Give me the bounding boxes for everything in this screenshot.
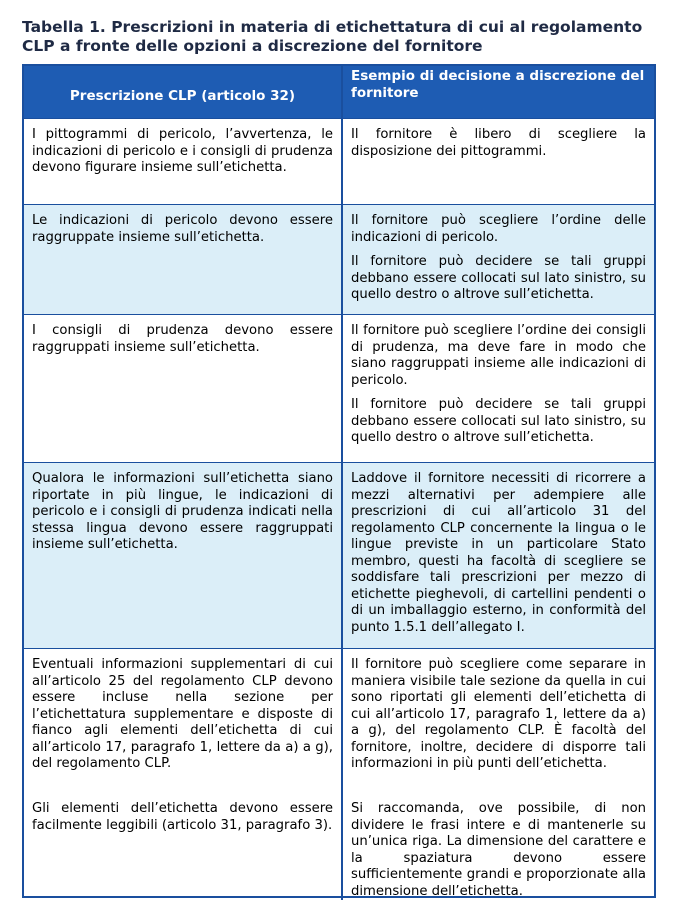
header-supplier-decision: Esempio di decisione a discrezione del fornitore xyxy=(343,66,654,118)
decision-cell-5: Il fornitore può scegliere come separare in maniera visibile tale sezione da quella in cui sono riportati gli elementi dell’etichetta di cui all’articolo 17, paragrafo 1, lettere da a) a g), del regolamento CLP. È facoltà del fornitore, inoltre, decidere di disporre tali informazioni in più punti dell’etichetta. xyxy=(343,648,654,791)
requirement-cell-5: Eventuali informazioni supplementari di cui all’articolo 25 del regolamento CLP devono essere incluse nella sezione per l’etichettatura supplementare e disposte di fianco agli elementi dell’etichetta di cui all’articolo 17, paragrafo 1, lettere da a) a g), del regolamento CLP. xyxy=(24,648,343,791)
decision-cell-6: Si raccomanda, ove possibile, di non dividere le frasi intere e di mantenerle su un’unica riga. La dimensione del carattere e la spaziatura devono essere sufficientemente grandi e proporzionate alla dimensione dell’etichetta. xyxy=(351,801,646,899)
header-clp-requirement: Prescrizione CLP (articolo 32) xyxy=(24,66,343,118)
decision-cell-1: Il fornitore è libero di scegliere la disposizione dei pittogrammi. xyxy=(343,118,654,204)
requirement-cell-3: I consigli di prudenza devono essere raggruppati insieme sull’etichetta. xyxy=(24,314,343,462)
requirement-cell-6: Gli elementi dell’etichetta devono essere facilmente leggibili (articolo 31, paragrafo 3). xyxy=(24,791,343,900)
decision-cell-2: Il fornitore può scegliere l’ordine delle indicazioni di pericolo. Il fornitore può decidere se tali gruppi debbano essere collocati sul lato sinistro, su quello destro o altrove sull’etichetta. xyxy=(343,204,654,314)
requirement-cell-4: Qualora le informazioni sull’etichetta siano riportate in più lingue, le indicazioni di pericolo e i consigli di prudenza indicati nella stessa lingua devono essere raggruppati insieme sull’etichetta. xyxy=(24,462,343,648)
decision-cell-3: Il fornitore può scegliere l’ordine dei consigli di prudenza, ma deve fare in modo che siano raggruppati insieme alle indicazioni di pericolo. Il fornitore può decidere se tali gruppi debbano essere collocati sul lato sinistro, su quello destro o altrove sull’etichetta. xyxy=(343,314,654,462)
decision-cell-4: Laddove il fornitore necessiti di ricorrere a mezzi alternativi per adempiere alle prescrizioni di cui all’articolo 31 del regolamento CLP concernente la lingua o le lingue previste in un particolare Stato membro, questi ha facoltà di scegliere se soddisfare tali prescrizioni per mezzo di etichette pieghevoli, di cartellini pendenti o di un imballaggio esterno, in conformità del punto 1.5.1 dell’allegato I. xyxy=(343,462,654,648)
requirement-cell-2: Le indicazioni di pericolo devono essere raggruppate insieme sull’etichetta. xyxy=(24,204,343,314)
table-caption: Tabella 1. Prescrizioni in materia di etichettatura di cui al regolamento CLP a fronte delle opzioni a discrezione del fornitore xyxy=(22,18,643,55)
clp-labelling-table xyxy=(22,64,656,898)
requirement-cell-1: I pittogrammi di pericolo, l’avvertenza, le indicazioni di pericolo e i consigli di prudenza devono figurare insieme sull’etichetta. xyxy=(24,118,343,204)
